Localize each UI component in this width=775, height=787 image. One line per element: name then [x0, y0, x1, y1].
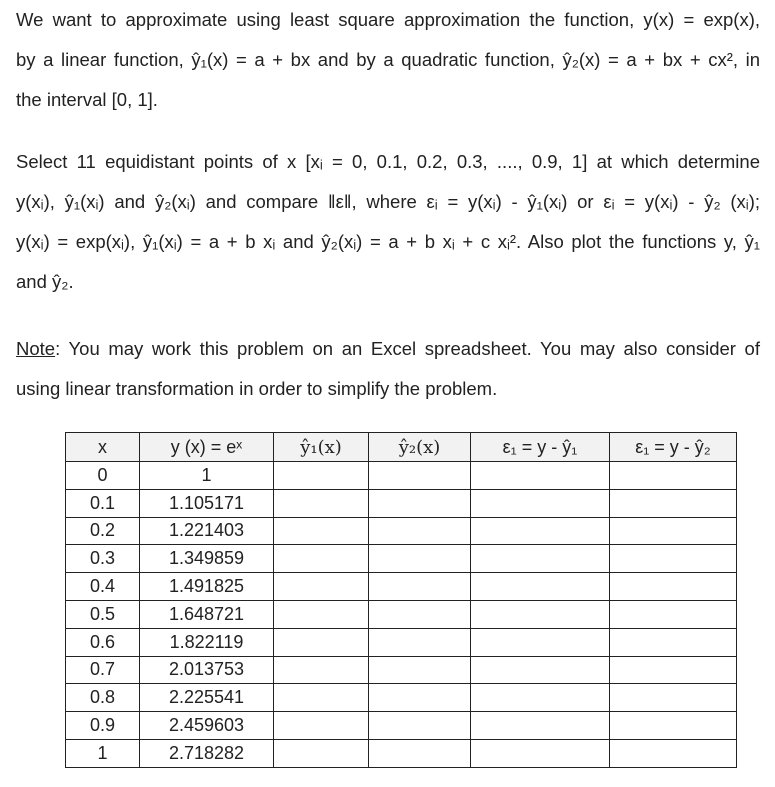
header-y1-hat: ŷ₁(x): [274, 433, 369, 462]
table-cell: [471, 489, 610, 517]
table-cell: [274, 545, 369, 573]
note-paragraph: [16, 329, 760, 409]
table-cell: [274, 573, 369, 601]
table-cell: [274, 739, 369, 767]
paragraph-1-line-2: by a linear function, ŷ₁(x) = a + bx and by a quadratic function, ŷ₂(x) = a + bx + cx², in: [16, 49, 760, 70]
table-cell: [610, 600, 737, 628]
table-cell: 0.4: [66, 573, 140, 601]
table-cell: 0.1: [66, 489, 140, 517]
table-cell: [369, 545, 471, 573]
table-cell: [471, 600, 610, 628]
note-line-1: [16, 329, 760, 369]
table-cell: [369, 628, 471, 656]
table-cell: 1.221403: [140, 517, 274, 545]
table-cell: 1.491825: [140, 573, 274, 601]
table-cell: 0.6: [66, 628, 140, 656]
table-row: [66, 628, 737, 656]
table-cell: [610, 712, 737, 740]
table-cell: 1: [66, 739, 140, 767]
table-row: [66, 600, 737, 628]
table-row: [66, 739, 737, 767]
note-label: Note: [16, 338, 56, 359]
table-row: [66, 517, 737, 545]
table-cell: 1.105171: [140, 489, 274, 517]
table-cell: [369, 462, 471, 490]
table-cell: [369, 739, 471, 767]
table-cell: 1: [140, 462, 274, 490]
table-cell: [471, 573, 610, 601]
table-cell: [369, 656, 471, 684]
table-cell: [471, 712, 610, 740]
paragraph-2-line-1: Select 11 equidistant points of x [xᵢ = 0, 0.1, 0.2, 0.3, ...., 0.9, 1] at which determine: [16, 151, 760, 172]
table-cell: [369, 489, 471, 517]
table-row: [66, 489, 737, 517]
table-cell: 0.5: [66, 600, 140, 628]
table-cell: [274, 684, 369, 712]
table-cell: [274, 628, 369, 656]
table-cell: [610, 684, 737, 712]
table-cell: 1.648721: [140, 600, 274, 628]
table-row: [66, 462, 737, 490]
table-cell: [471, 462, 610, 490]
table-row: [66, 712, 737, 740]
table-cell: 1.349859: [140, 545, 274, 573]
table-cell: [369, 573, 471, 601]
table-cell: [471, 545, 610, 573]
note-line-1-text: : You may work this problem on an Excel spreadsheet. You may also consider of: [55, 338, 760, 359]
problem-paragraph-1: [16, 0, 760, 120]
table-cell: [274, 600, 369, 628]
header-error-1: ε₁ = y - ŷ₁: [471, 433, 610, 462]
table-cell: [274, 656, 369, 684]
table-row: [66, 573, 737, 601]
table-cell: [471, 628, 610, 656]
table-cell: [610, 573, 737, 601]
table-cell: 0.8: [66, 684, 140, 712]
table-cell: [369, 712, 471, 740]
header-y2-hat: ŷ₂(x): [369, 433, 471, 462]
table-cell: 2.225541: [140, 684, 274, 712]
table-cell: [369, 684, 471, 712]
table-cell: 1.822119: [140, 628, 274, 656]
table-row: [66, 684, 737, 712]
table-cell: 0.3: [66, 545, 140, 573]
header-x: x: [66, 433, 140, 462]
table-cell: [471, 517, 610, 545]
paragraph-1-line-1: We want to approximate using least square approximation the function, y(x) = exp(x),: [16, 9, 760, 30]
table-cell: [610, 545, 737, 573]
table-cell: [274, 489, 369, 517]
table-cell: [610, 739, 737, 767]
table-cell: 0.2: [66, 517, 140, 545]
table-body: [66, 462, 737, 768]
table-cell: [610, 656, 737, 684]
table-cell: [610, 462, 737, 490]
table-cell: 0: [66, 462, 140, 490]
table-cell: [610, 517, 737, 545]
table-cell: [471, 656, 610, 684]
table-row: [66, 545, 737, 573]
paragraph-1-line-3: the interval [0, 1].: [16, 89, 158, 110]
paragraph-2-line-4: and ŷ₂.: [16, 271, 74, 292]
header-error-2: ε₁ = y - ŷ₂: [610, 433, 737, 462]
table-cell: [369, 517, 471, 545]
data-table: [65, 432, 737, 768]
table-cell: 2.013753: [140, 656, 274, 684]
problem-paragraph-2: [16, 142, 760, 302]
table-row: [66, 656, 737, 684]
paragraph-2-line-3: y(xᵢ) = exp(xᵢ), ŷ₁(xᵢ) = a + b xᵢ and ŷ₂(xᵢ) = a + b xᵢ + c xᵢ². Also plot the functions y, ŷ₁: [16, 231, 760, 252]
table-header-row: [66, 433, 737, 462]
note-line-2: using linear transformation in order to simplify the problem.: [16, 378, 498, 399]
table-cell: 0.9: [66, 712, 140, 740]
table-cell: [610, 628, 737, 656]
table-cell: [471, 684, 610, 712]
table-cell: [274, 712, 369, 740]
table-cell: [274, 517, 369, 545]
table-cell: 2.459603: [140, 712, 274, 740]
table-cell: [610, 489, 737, 517]
paragraph-2-line-2: y(xᵢ), ŷ₁(xᵢ) and ŷ₂(xᵢ) and compare ‖ε‖, where εᵢ = y(xᵢ) - ŷ₁(xᵢ) or εᵢ = y(xᵢ) - ŷ₂ (xᵢ);: [16, 191, 760, 212]
table-cell: 2.718282: [140, 739, 274, 767]
header-y: y (x) = eˣ: [140, 433, 274, 462]
table-cell: 0.7: [66, 656, 140, 684]
table-cell: [274, 462, 369, 490]
table-cell: [369, 600, 471, 628]
table-cell: [471, 739, 610, 767]
